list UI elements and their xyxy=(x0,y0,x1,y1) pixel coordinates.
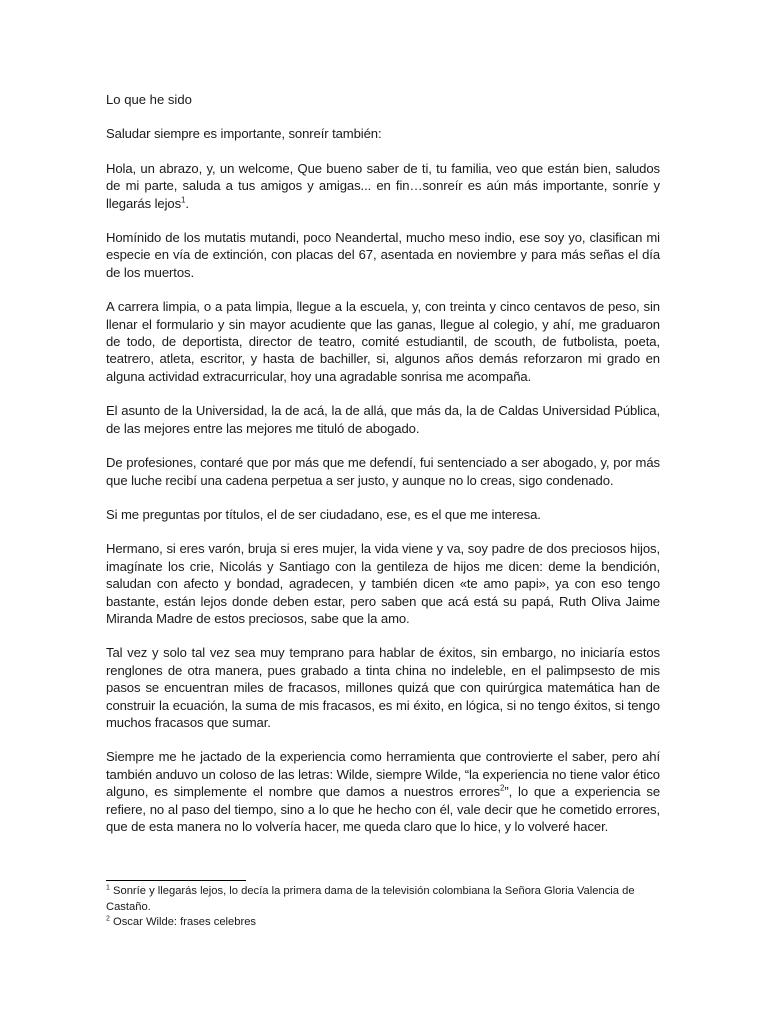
document-title: Lo que he sido xyxy=(106,92,192,107)
footnote-1-mark: 1 xyxy=(106,884,110,892)
paragraph-2 xyxy=(106,160,660,212)
document-body xyxy=(106,91,660,852)
paragraph-9: Tal vez y solo tal vez sea muy temprano para hablar de éxitos, sin embargo, no iniciaría estos renglones de otra manera, pues grabado a tinta china no indeleble, en el palimpsesto de mis pasos se encuentran miles de fracasos, millones quizá que con quirúrgica matemática han de construir la ecuación, la suma de mis fracasos, es mi éxito, en lógica, si no tengo éxitos, si tengo muchos fracasos que sumar. xyxy=(106,645,660,730)
footnote-2-text: Oscar Wilde: frases celebres xyxy=(109,916,257,928)
footnote-1-text: Sonríe y llegarás lejos, lo decía la primera dama de la televisión colombiana la Señora Gloria Valencia de Castaño. xyxy=(106,885,635,913)
paragraph-10 xyxy=(106,748,660,835)
footnote-ref-2[interactable]: 2 xyxy=(499,783,505,793)
paragraph-7: Si me preguntas por títulos, el de ser ciudadano, ese, es el que me interesa. xyxy=(106,506,541,522)
paragraph-5: El asunto de la Universidad, la de acá, la de allá, que más da, la de Caldas Universidad Pública, de las mejores entre las mejores me tituló de abogado. xyxy=(106,403,660,436)
footnote-1 xyxy=(106,884,660,915)
footnote-2 xyxy=(106,915,660,931)
paragraph-6: De profesiones, contaré que por más que me defendí, fui sentenciado a ser abogado, y, por más que luche recibí una cadena perpetua a ser justo, y aunque no lo creas, sigo condenado. xyxy=(106,455,660,488)
paragraph-10-text-a: Siempre me he jactado de la experiencia como herramienta que controvierte el saber, pero ahí también anduvo un coloso de las letras: Wilde, siempre Wilde, “la experiencia no tiene valor ético alguno, es simplemente el nombre que damos a nuestros errores xyxy=(106,749,660,800)
paragraph-1: Saludar siempre es importante, sonreír también: xyxy=(106,126,382,142)
paragraph-2-text: Hola, un abrazo, y, un welcome, Que bueno saber de ti, tu familia, veo que están bien, saludos de mi parte, saluda a tus amigos y amigas... en fin…sonreír es aún más importante, sonríe y llegarás lejos xyxy=(106,160,660,211)
paragraph-4: A carrera limpia, o a pata limpia, llegue a la escuela, y, con treinta y cinco centavos de peso, sin llenar el formulario y sin mayor acudiente que las ganas, llegue al colegio, y ahí, me graduaron de todo, de deportista, director de teatro, comité estudiantil, de scouth, de futbolista, poeta, teatrero, atleta, escritor, y hasta de bachiller, si, algunos años demás reforzaron mi grado en alguna actividad extracurricular, hoy una agradable sonrisa me acompaña. xyxy=(106,299,660,384)
footnote-ref-1[interactable]: 1 xyxy=(181,195,186,205)
paragraph-3: Homínido de los mutatis mutandi, poco Neandertal, mucho meso indio, ese soy yo, clasifican mi especie en vía de extinción, con placas del 67, asentada en noviembre y para más señas el día de los muertos. xyxy=(106,230,660,280)
footnotes xyxy=(106,884,660,931)
footnote-separator xyxy=(106,880,246,881)
footnote-2-mark: 2 xyxy=(106,915,110,923)
paragraph-2-end: . xyxy=(185,195,189,211)
paragraph-8: Hermano, si eres varón, bruja si eres mujer, la vida viene y va, soy padre de dos preciosos hijos, imagínate los crie, Nicolás y Santiago con la gentileza de hijos me dicen: deme la bendición, saludan con afecto y bondad, agradecen, y también dicen «te amo papi», ya con eso tengo bastante, están lejos donde deben estar, pero saben que acá está su papá, Ruth Oliva Jaime Miranda Madre de estos preciosos, sabe que la amo. xyxy=(106,541,660,626)
paragraph-10-text-b: ”, lo que a experiencia se refiere, no al paso del tiempo, sino a lo que he hecho con él, vale decir que he cometido errores, que de esta manera no lo volvería hacer, me queda claro que lo hice, y lo volveré hacer. xyxy=(106,784,661,834)
